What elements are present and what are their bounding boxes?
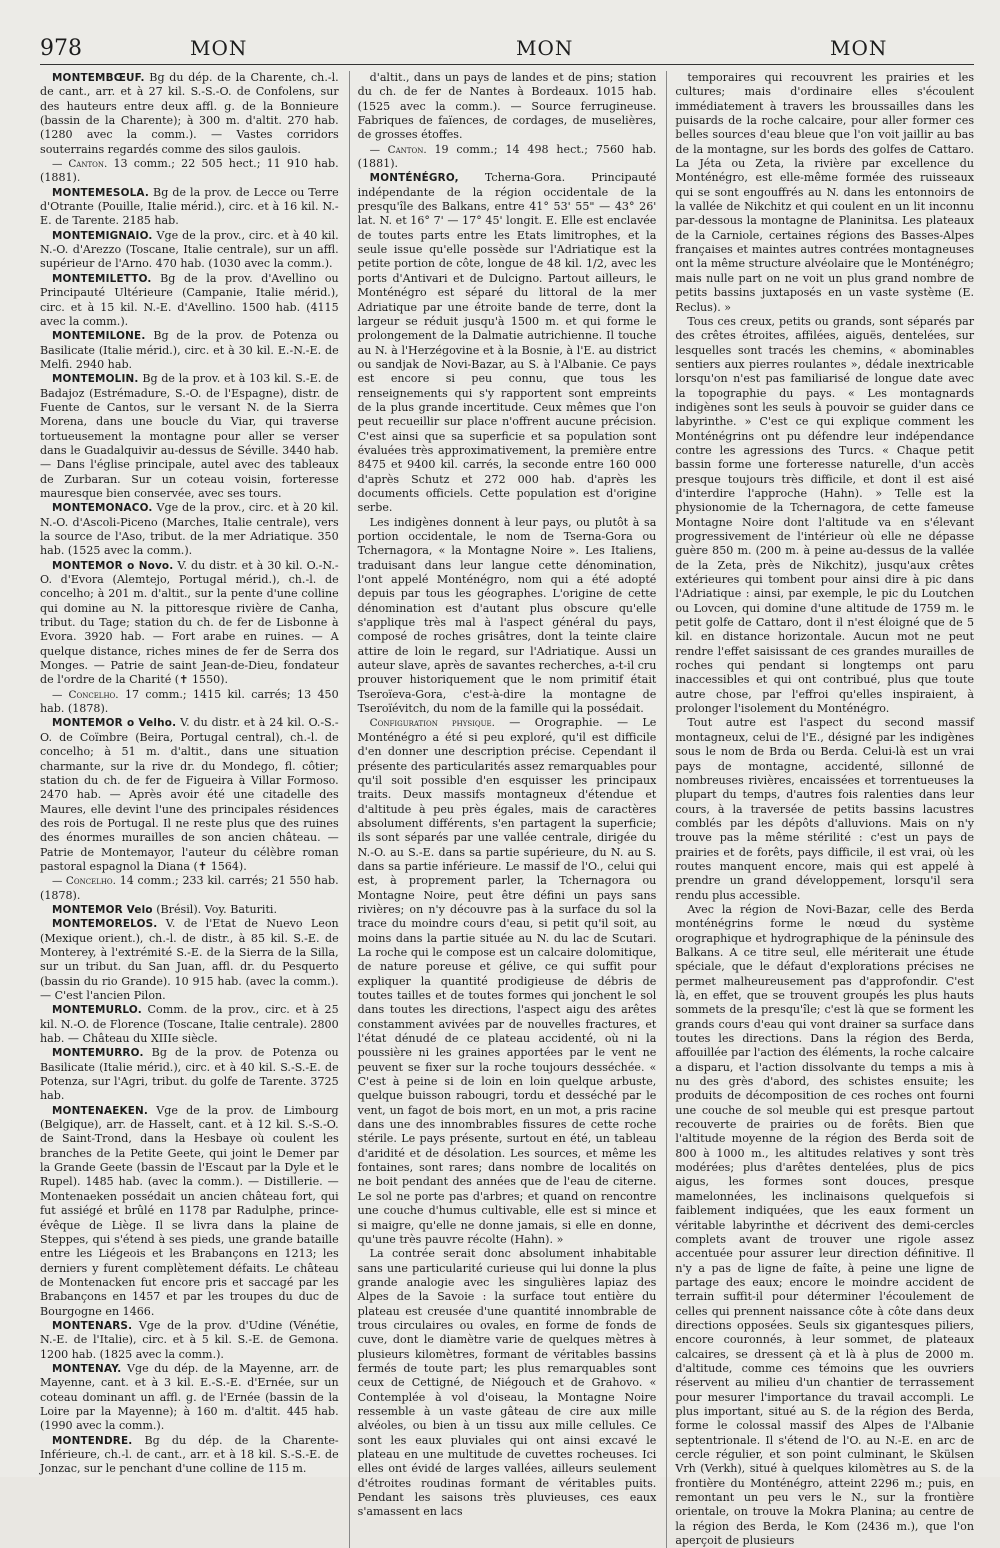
entry (40, 688, 339, 717)
entry-headword: MONTEMOR o Velho. (52, 717, 177, 730)
entry (40, 1046, 339, 1103)
entry-text: 17 comm.; 1415 kil. carrés; 13 450 hab. (1878). (40, 687, 339, 716)
entry-headword: MONTEMOR Velo (52, 903, 153, 916)
running-head-left: MON (190, 36, 248, 60)
entry-text: V. du distr. et à 30 kil. O.-N.-O. d'Evora (Alemtejo, Portugal mérid.), ch.-l. de concelho; à 201 m. d'altit., sur la pente d'une colline qui domine au N. la pittoresque rivière de Canha, tribut. du Tage; station du ch. de fer de Lisbonne à Evora. 3920 hab. — Fort arabe en ruines. — A quelque distance, riches mines de fer de Serra dos Monges. — Patrie de saint Jean-de-Dieu, fondateur de l'ordre de la Charité (✝ 1550). (40, 558, 339, 687)
entry-text: — Orographie. — Le Monténégro a été si peu exploré, qu'il est difficile d'en donner une description précise. Cependant il présente des particularités assez remarquables pour qu'il soit possible d'en esquisser les principaux traits. Deux massifs montagneux d'étendue et d'altitude à peu près égales, mais de caractères absolument différents, s'en partagent la superficie; ils sont séparés par une vallée centrale, dirigée du N.-O. au S.-E. dans sa partie supérieure, du N. au S. dans sa partie inférieure. Le massif de l'O., celui qui est, à proprement parler, la Tchernagora ou Montagne Noire, peut être défini un pays sans rivières; on n'y découvre pas à la surface du sol la trace du moindre cours d'eau, si petit qu'il soit, au moins dans la partie située au N. du lac de Scutari. La roche qui le compose est un calcaire dolomitique, de nature poreuse et gélive, ce qui suffit pour expliquer la quantité prodigieuse de débris de toutes tailles et de toutes formes qui jonchent le sol dans toutes les directions, l'aspect aigu des arêtes constamment avivées par de nouvelles fractures, et l'état dénudé de ce plateau accidenté, où ni la poussière ni les graines apportées par le vent ne peuvent se fixer sur la roche toujours desséchée. « C'est à peine si de loin en loin quelque arbuste, quelque buisson rabougri, tordu et desséché par le vent, un fagot de bois mort, en un mot, a pris racine dans une des innombrables fissures de cette roche stérile. Le pays présente, surtout en été, un tableau d'aridité et de désolation. Les sources, et même les fontaines, sont rares; dans nombre de localités on ne boit pendant des années que de l'eau de citerne. Le sol ne porte pas d'arbres; et quand on rencontre une couche d'humus cultivable, elle est si mince et si maigre, qu'elle ne donne jamais, si elle en donne, qu'une très pauvre récolte (Hahn). » (357, 716, 657, 1246)
column-left (40, 71, 339, 1548)
entry-text: Vge de la prov. de Limbourg (Belgique), arr. de Hasselt, cant. et à 12 kil. S.-S.-O. de Saint-Trond, dans la Hesbaye où coulent les branches de la Petite Geete, qui joint le Demer par la Grande Geete (bassin de l'Escaut par la Dyle et le Rupel). 1485 hab. (avec la comm.). — Distillerie. — Montenaeken possédait un ancien château fort, qui fut assiégé et brûlé en 1178 par Radulphe, prince-évêque de Liège. Il se livra dans la plaine de Steppes, qui s'étend à ses pieds, une grande bataille entre les Liégeois et les Brabançons en 1213; les derniers y furent complètement défaits. Le château de Montenacken fut encore pris et saccagé par les Brabançons en 1457 et par les troupes du duc de Bourgogne en 1466. (40, 1103, 339, 1318)
entry-headword: MONTEMOR o Novo. (52, 559, 174, 572)
page-header (40, 30, 974, 65)
entry (358, 171, 657, 515)
entry-text: Tcherna-Gora. Principauté indépendante de la région occidentale de la presqu'île des Balkans, entre 41° 53' 55" — 43° 26' lat. N. et 16° 7' — 17° 45' longit. E. Elle est enclavée de toutes parts entre les Etats limitrophes, et la seule issue qu'elle possède sur l'Adriatique est la petite portion de côte, longue de 48 kil. 1/2, avec les ports d'Antivari et de Dulcigno. Partout ailleurs, le Monténégro est séparé du littoral de la mer Adriatique par une étroite bande de terre, dont la largeur se réduit jusqu'à 1500 m. et qui forme le prolongement de la Dalmatie autrichienne. Il touche au N. à l'Herzégovine et à la Bosnie, à l'E. au district ou sandjak de Novi-Bazar, au S. à l'Albanie. Ce pays est encore si peu connu, que tous les renseignements qui s'y rapportent sont empreints de la plus grande incertitude. Ceux mêmes que l'on peut recueillir sur place n'offrent aucune précision. C'est ainsi que sa superficie et sa population sont évaluées très approximativement, la première entre 8475 et 9400 kil. carrés, la seconde entre 160 000 d'après Schutz et 272 000 hab. d'après les documents officiels. Cette population est d'origine serbe. (357, 171, 657, 515)
entry (40, 71, 339, 157)
entry-text: Bg de la prov. d'Avellino ou Principauté Ultérieure (Campanie, Italie mérid.), circ. et à 15 kil. N.-E. d'Avellino. 1500 hab. (4115 avec la comm.). (40, 271, 339, 328)
running-head-right: MON (830, 36, 888, 60)
running-head-center: MON (516, 36, 574, 60)
entry-text: (Brésil). Voy. Baturiti. (152, 902, 277, 916)
entry (358, 71, 657, 143)
entry-text: Vge de la prov., circ. et à 20 kil. N.-O. d'Ascoli-Piceno (Marches, Italie centrale), vers la source de l'Aso, tribut. de la mer Adriatique. 350 hab. (1525 avec la comm.). (40, 501, 339, 558)
entry (40, 716, 339, 874)
entry (40, 903, 339, 917)
entry-headword: MONTEMORELOS. (52, 918, 158, 931)
entry-text: Bg du dép. de la Charente-Inférieure, ch.-l. de cant., arr. et à 18 kil. S.-S.-E. de Jonzac, sur le penchant d'une colline de 115 m. (40, 1433, 339, 1476)
entry (40, 1104, 339, 1319)
entry-headword: MONTEMURLO. (52, 1004, 142, 1017)
entry-text: Avec la région de Novi-Bazar, celle des Berda monténégrins forme le nœud du système orographique et hydrographique de la péninsule des Balkans. A ce titre seul, elle mériterait une étude spéciale, que le défaut d'explorations précises ne permet malheureusement pas d'approfondir. C'est là, en effet, que se trouvent groupés les plus hauts sommets de la presqu'île; c'est là que se forment les grands cours d'eau qui vont drainer sa surface dans toutes les directions. Dans la région des Berda, affouillée par l'action des éléments, la roche calcaire a disparu, et l'action dissolvante du temps a mis à nu des grès d'abord, des schistes ensuite; les produits de décomposition de ces roches ont fourni une couche de sol meuble qui est presque partout recouverte de prairies ou de forêts. Bien que l'altitude moyenne de la région des Berda soit de 800 à 1000 m., les altitudes relatives y sont très modérées; plus d'arêtes dentelées, plus de pics aigus, les formes sont douces, presque mamelonnées, les inclinaisons quelquefois si faiblement indiquées, que les eaux forment un véritable labyrinthe et décrivent des demi-cercles complets avant de trouver une rigole assez accentuée pour assurer leur direction définitive. Il n'y a pas de ligne de faîte, à peine une ligne de partage des eaux; encore le moindre accident de terrain suffit-il pour déterminer l'écoulement de celles qui prennent naissance côte à côte dans deux directions opposées. Seuls six gigantesques piliers, encore couronnés, à leur sommet, de plateaux calcaires, se dressent çà et là à plus de 2000 m. d'altitude, comme ces témoins que les ouvriers réservent au milieu d'un chantier de terrassement pour mesurer l'importance du travail accompli. Le plus important, situé au S. de la région des Berda, forme le colossal massif des Alpes de l'Albanie septentrionale. Il s'étend de l'O. au N.-E. en arc de cercle régulier, et son point culminant, le Skülsen Vrh (Verkh), situé à quelques kilomètres au S. de la frontière du Monténégro, atteint 2296 m.; puis, en remontant un peu vers le N., sur la frontière orientale, on trouve la Mokra Planina; au centre de la région des Berda, le Kom (2436 m.), que l'on aperçoit de plusieurs (675, 902, 975, 1548)
entry-text: 14 comm.; 233 kil. carrés; 21 550 hab. (1878). (40, 874, 339, 902)
entry (675, 903, 974, 1548)
entry-headword: MONTENAEKEN. (52, 1104, 149, 1117)
entry-subheading: Configuration physique. (369, 717, 495, 730)
entry (40, 501, 339, 558)
entry-headword: MONTENAY. (52, 1362, 122, 1375)
entry-text: Les indigènes donnent à leur pays, ou plutôt à sa portion occidentale, le nom de Tserna-Gora ou Tchernagora, « la Montagne Noire ». Les Italiens, traduisant dans leur langue cette dénomination, l'ont appelé Monténégro, nom qui a été adopté depuis par tous les géographes. L'origine de cette dénomination est d'autant plus obscure qu'elle s'applique très mal à l'aspect général du pays, composé de roches grisâtres, dont la teinte claire attire de loin le regard, sur l'Adriatique. Aussi un auteur slave, après de savantes recherches, a-t-il cru prouver historiquement que le nom primitif était Tseroïeva-Gora, c'est-à-dire la montagne de Tseroïévitch, du nom de la famille qui la possédait. (357, 515, 657, 716)
entry (358, 1247, 657, 1520)
entry-headword: MONTEMBŒUF. (52, 72, 145, 84)
entry-subheading: — Concelho. (52, 875, 116, 888)
column-middle (349, 71, 657, 1548)
entry (40, 917, 339, 1003)
entry-text: Vge du dép. de la Mayenne, arr. de Mayenne, cant. et à 3 kil. E.-S.-E. d'Ernée, sur un coteau dominant un affl. g. de l'Ernée (bassin de la Loire par la Mayenne); à 160 m. d'altit. 445 hab. (1990 avec la comm.). (40, 1361, 339, 1433)
entry (358, 516, 657, 717)
entry-text: Bg de la prov. et à 103 kil. S.-E. de Badajoz (Estrémadure, S.-O. de l'Espagne), distr. de Fuente de Cantos, sur le versant N. de la Sierra Morena, dans une boucle du Viar, qui traverse tortueusement la montagne pour aller se verser dans le Guadalquivir au-dessus de Séville. 3440 hab. — Dans l'église principale, autel avec des tableaux de Zurbaran. Sur un coteau voisin, forteresse mauresque bien conservée, avec ses tours. (40, 372, 339, 500)
entry (40, 1003, 339, 1046)
entry-headword: MONTEMIGNAIO. (52, 229, 153, 242)
entry (40, 1319, 339, 1362)
entry-text: Comm. de la prov., circ. et à 25 kil. N.-O. de Florence (Toscane, Italie centrale). 2800 hab. — Château du XIIIe siècle. (40, 1003, 339, 1046)
entry-text: d'altit., dans un pays de landes et de pins; station du ch. de fer de Nantes à Bordeaux. 1015 hab. (1525 avec la comm.). — Source ferrugineuse. Fabriques de faïences, de cordages, de muselières, de grosses étoffes. (357, 71, 657, 142)
entry-subheading: — Concelho. (52, 688, 119, 701)
entry (40, 229, 339, 272)
column-right (666, 71, 974, 1548)
entry (40, 874, 339, 903)
entry-text: 13 comm.; 22 505 hect.; 11 910 hab. (1881). (40, 157, 339, 185)
entry (675, 716, 974, 902)
entry-headword: MONTÉNÉGRO, (369, 172, 459, 185)
entry (40, 186, 339, 229)
entry-text: V. du distr. et à 24 kil. O.-S.-O. de Coïmbre (Beira, Portugal central), ch.-l. de concelho; à 51 m. d'altit., dans une situation charmante, sur la rive dr. du Mondego, fl. côtier; station du ch. de fer de Figueira à Villar Formoso. 2470 hab. — Après avoir été une citadelle des Maures, elle devint l'une des principales résidences des rois de Portugal. Il ne reste plus que des ruines des énormes murailles de son ancien château. — Patrie de Montemayor, l'auteur du célèbre roman pastoral espagnol la Diana (✝ 1564). (40, 716, 339, 873)
entry-text: V. de l'Etat de Nuevo Leon (Mexique orient.), ch.-l. de distr., à 85 kil. S.-E. de Monterey, à l'extrémité S.-E. de la Sierra de la Silla, sur un tribut. du San Juan, affl. dr. du Pesquerto (bassin du rio Grande). 10 915 hab. (avec la comm.). — C'est l'ancien Pilon. (40, 917, 339, 1002)
entry-headword: MONTEMOLIN. (52, 373, 139, 386)
entry-text: Tous ces creux, petits ou grands, sont séparés par des crêtes étroites, affilées, aiguës, dentelées, sur lesquelles sont tracés les chemins, « abominables sentiers aux pierres roulantes », dédale inextricable lorsqu'on n'est pas familiarisé de longue date avec la topographie du pays. « Les montagnards indigènes sont les seuls à pouvoir se guider dans ce labyrinthe. » C'est ce qui explique comment les Monténégrins ont pu défendre leur indépendance contre les agressions des Turcs. « Chaque petit bassin forme une forteresse naturelle, d'un accès presque toujours très difficile, et dont il est aisé d'interdire l'approche (Hahn). » Telle est la physionomie de la Tchernagora, de cette fameuse Montagne Noire dont l'altitude va en s'élevant progressivement de l'intérieur où elle ne dépasse guère 850 m. (200 m. à peine au-dessus de la vallée de la Zeta, près de Nikchitz), jusqu'aux crêtes extérieures qui tombent pour ainsi dire à pic dans l'Adriatique : ainsi, par exemple, le pic du Loutchen ou Lovcen, qui domine d'une altitude de 1759 m. le petit golfe de Cattaro, dont il n'est éloigné que de 5 kil. en distance horizontale. Aucun mot ne peut rendre l'effet saisissant de ces grandes murailles de roches qui pendant si longtemps ont paru inaccessibles et qui ont contribué, plus que toute autre chose, par l'effroi qu'elles inspiraient, à prolonger l'isolement du Monténégro. (675, 314, 975, 716)
entry (40, 1434, 339, 1477)
page-number: 978 (40, 36, 82, 61)
entry-headword: MONTENDRE. (52, 1434, 133, 1447)
entry (40, 272, 339, 329)
entry (40, 329, 339, 372)
entry (40, 1362, 339, 1434)
entry-text: Tout autre est l'aspect du second massif montagneux, celui de l'E., désigné par les indigènes sous le nom de Brda ou Berda. Celui-là est un vrai pays de montagne, accidenté, sillonné de nombreuses rivières, encaissées et torrentueuses la plupart du temps, d'autres fois ralenties dans leur cours, à la traversée de petits bassins lacustres comblés par les dépôts d'alluvions. Mais on n'y trouve pas la même stérilité : c'est un pays de prairies et de forêts, pays difficile, il est vrai, où les routes manquent encore, mais qui est appelé à prendre un grand développement, lorsqu'il sera rendu plus accessible. (675, 716, 975, 902)
entry-headword: MONTEMURRO. (52, 1047, 144, 1060)
entry-headword: MONTEMILETTO. (52, 272, 152, 285)
entry (40, 157, 339, 186)
entry-text: 19 comm.; 14 498 hect.; 7560 hab. (1881). (357, 142, 657, 171)
entry-text: Vge de la prov. d'Udine (Vénétie, N.-E. de l'Italie), circ. et à 5 kil. S.-E. de Gemona. 1200 hab. (1825 avec la comm.). (40, 1318, 339, 1361)
entry (675, 71, 974, 315)
entry-headword: MONTEMILONE. (52, 330, 146, 343)
entry (40, 372, 339, 501)
entry-subheading: — Canton. (52, 158, 108, 171)
entry (40, 559, 339, 688)
entry-text: temporaires qui recouvrent les prairies et les cultures; mais d'ordinaire elles s'écoulent immédiatement à travers les broussailles dans les puisards de la roche calcaire, pour aller former ces belles sources d'eau bleue que l'on voit jaillir au bas de la montagne, sur les bords des golfes de Cattaro. La Jéta ou Zeta, la rivière par excellence du Monténégro, est elle-même formée des ruisseaux qui se sont engouffrés au N. dans les entonnoirs de la vallée de Nikchitz et qui coulent en un lit inconnu par-dessous la montagne de Planinitsa. Les plateaux de la Carniole, certaines régions des Basses-Alpes françaises et maintes autres contrées montagneuses ont la même structure alvéolaire que le Monténégro; mais nulle part on ne voit un plus grand nombre de petits bassins juxtaposés en un vaste système (E. Reclus). » (675, 71, 975, 314)
entry (358, 716, 657, 1247)
entry (675, 315, 974, 717)
entry-text: Bg de la prov. de Lecce ou Terre d'Otrante (Pouille, Italie mérid.), circ. et à 16 kil. N.-E. de Tarente. 2185 hab. (40, 185, 339, 228)
entry-text: Bg de la prov. de Potenza ou Basilicate (Italie mérid.), circ. et à 40 kil. S.-S.-E. de Potenza, sur l'Agri, tribut. du golfe de Tarente. 3725 hab. (40, 1046, 339, 1103)
text-columns (40, 71, 974, 1548)
entry-text: Bg du dép. de la Charente, ch.-l. de cant., arr. et à 27 kil. S.-S.-O. de Confolens, sur des hauteurs entre deux affl. g. de la Bonnieure (bassin de la Charente); à 300 m. d'altit. 270 hab. (1280 avec la comm.). — Vastes corridors souterrains regardés comme des silos gaulois. (40, 71, 339, 156)
entry-text: La contrée serait donc absolument inhabitable sans une particularité curieuse qui lui donne la plus grande analogie avec les singulières lapiaz des Alpes de la Savoie : la surface tout entière du plateau est creusée d'une quantité innombrable de trous circulaires ou ovales, en forme de fonds de cuve, dont le diamètre varie de quelques mètres à plusieurs kilomètres, formant de véritables bassins fermés de toute part; les plus remarquables sont ceux de Cettigné, de Niégouch et de Grahovo. « Contemplée à vol d'oiseau, la Montagne Noire ressemble à un vaste gâteau de cire aux mille alvéoles, ou bien à un tissu aux mille cellules. Ce sont les eaux pluviales qui ont ainsi excavé le plateau en une multitude de cuvettes rocheuses. Ici elles ont évidé de larges vallées, ailleurs seulement d'étroites roudinas formant de véritables puits. Pendant les saisons très pluvieuses, ces eaux s'amassent en lacs (357, 1247, 657, 1519)
entry-text: Bg de la prov. de Potenza ou Basilicate (Italie mérid.), circ. et à 30 kil. E.-N.-E. de Melfi. 2940 hab. (40, 329, 339, 371)
entry-headword: MONTEMONACO. (52, 502, 153, 515)
entry-text: Vge de la prov., circ. et à 40 kil. N.-O. d'Arezzo (Toscane, Italie centrale), sur un affl. supérieur de l'Arno. 470 hab. (1030 avec la comm.). (40, 228, 339, 271)
entry (358, 143, 657, 172)
entry-subheading: — Canton. (369, 143, 427, 156)
entry-headword: MONTENARS. (52, 1319, 133, 1332)
entry-headword: MONTEMESOLA. (52, 186, 150, 199)
